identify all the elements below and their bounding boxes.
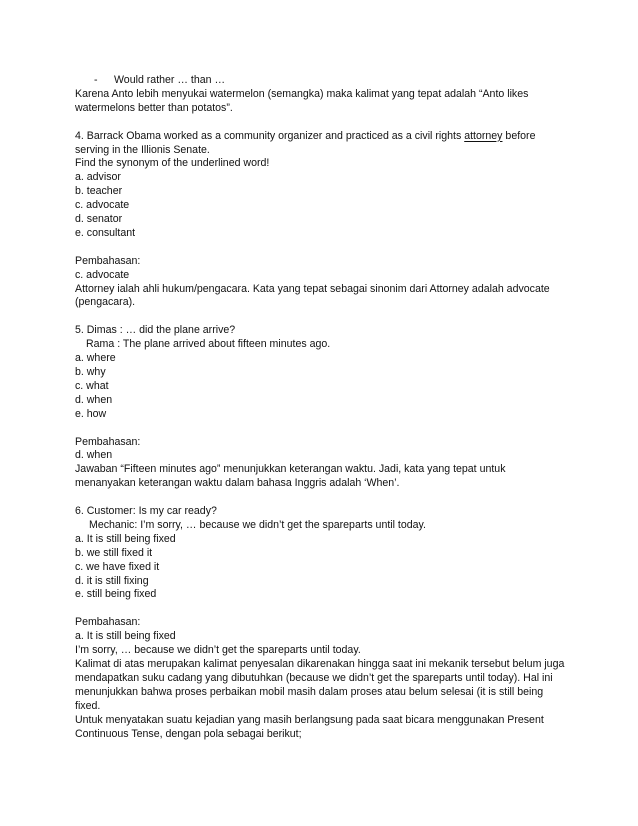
spacer — [75, 491, 595, 505]
intro-explanation-line-1: Karena Anto lebih menyukai watermelon (semangka) maka kalimat yang tepat adalah “Anto likes — [75, 87, 529, 100]
q6-option: c. we have fixed it — [75, 560, 160, 573]
q5-option: a. where — [75, 352, 116, 365]
spacer — [75, 310, 595, 324]
q6-answer: a. It is still being fixed — [75, 630, 176, 643]
q4-instruction: Find the synonym of the underlined word! — [75, 157, 270, 170]
q4-option: c. advocate — [75, 199, 130, 212]
q6-question-line-2: Mechanic: I’m sorry, … because we didn’t get the spareparts until today. — [89, 518, 427, 531]
q5-option: d. when — [75, 393, 113, 406]
bullet-item — [75, 74, 595, 88]
q4-text-after: before — [502, 129, 536, 142]
q4-question-line-1 — [75, 130, 595, 144]
bullet-dash: - — [94, 74, 98, 86]
q6-explanation-line-4: fixed. — [75, 699, 101, 712]
q4-question-line-2: serving in the Illionis Senate. — [75, 143, 210, 156]
q6-explanation-line-5: Untuk menyatakan suatu kejadian yang masih berlangsung pada saat bicara menggunakan Present — [75, 713, 544, 726]
q5-option: e. how — [75, 407, 107, 420]
q6-option: a. It is still being fixed — [75, 532, 176, 545]
q4-pembahasan-label: Pembahasan: — [75, 254, 141, 267]
q5-question-line-1: 5. Dimas : … did the plane arrive? — [75, 324, 236, 337]
q6-pembahasan-label: Pembahasan: — [75, 616, 141, 629]
q5-option: b. why — [75, 365, 106, 378]
q6-sentence: I’m sorry, … because we didn’t get the spareparts until today. — [75, 644, 361, 657]
spacer — [75, 602, 595, 616]
spacer — [75, 116, 595, 130]
q6-question-line-1: 6. Customer: Is my car ready? — [75, 505, 217, 518]
q4-option: b. teacher — [75, 185, 123, 198]
spacer — [75, 241, 595, 255]
q6-option: e. still being fixed — [75, 588, 157, 601]
q4-explanation-line-2: (pengacara). — [75, 296, 136, 309]
q5-option: c. what — [75, 379, 109, 392]
q5-explanation-line-1: Jawaban “Fifteen minutes ago” menunjukkan keterangan waktu. Jadi, kata yang tepat untuk — [75, 463, 506, 476]
q5-explanation-line-2: menanyakan keterangan waktu dalam bahasa Inggris adalah ‘When’. — [75, 477, 400, 490]
q6-explanation-line-3: menunjukkan bahwa proses perbaikan mobil masih dalam proses atau belum selesai (it is still being — [75, 685, 544, 698]
q6-explanation-line-1: Kalimat di atas merupakan kalimat penyesalan dikarenakan hingga saat ini mekanik tersebut belum juga — [75, 657, 565, 670]
q4-option: d. senator — [75, 213, 123, 226]
q6-explanation-line-6: Continuous Tense, dengan pola sebagai berikut; — [75, 727, 302, 740]
q5-question-line-2: Rama : The plane arrived about fifteen minutes ago. — [86, 338, 331, 351]
q6-option: d. it is still fixing — [75, 574, 149, 587]
bullet-text: Would rather … than … — [114, 74, 226, 86]
q4-answer: c. advocate — [75, 268, 130, 281]
q4-option: e. consultant — [75, 226, 136, 239]
document-page — [75, 74, 595, 741]
q4-text-before: 4. Barrack Obama worked as a community organizer and practiced as a civil rights — [75, 129, 465, 142]
q4-underlined-word: attorney — [464, 129, 503, 142]
q4-explanation-line-1: Attorney ialah ahli hukum/pengacara. Kata yang tepat sebagai sinonim dari Attorney adalah advocate — [75, 282, 550, 295]
q5-answer: d. when — [75, 449, 113, 462]
q5-pembahasan-label: Pembahasan: — [75, 435, 141, 448]
spacer — [75, 422, 595, 436]
q6-option: b. we still fixed it — [75, 546, 153, 559]
intro-explanation-line-2: watermelons better than potatos”. — [75, 101, 233, 114]
q4-option: a. advisor — [75, 171, 121, 184]
q6-explanation-line-2: mendapatkan suku cadang yang dibutuhkan (because we didn’t get the spareparts until today). Hal ini — [75, 671, 553, 684]
